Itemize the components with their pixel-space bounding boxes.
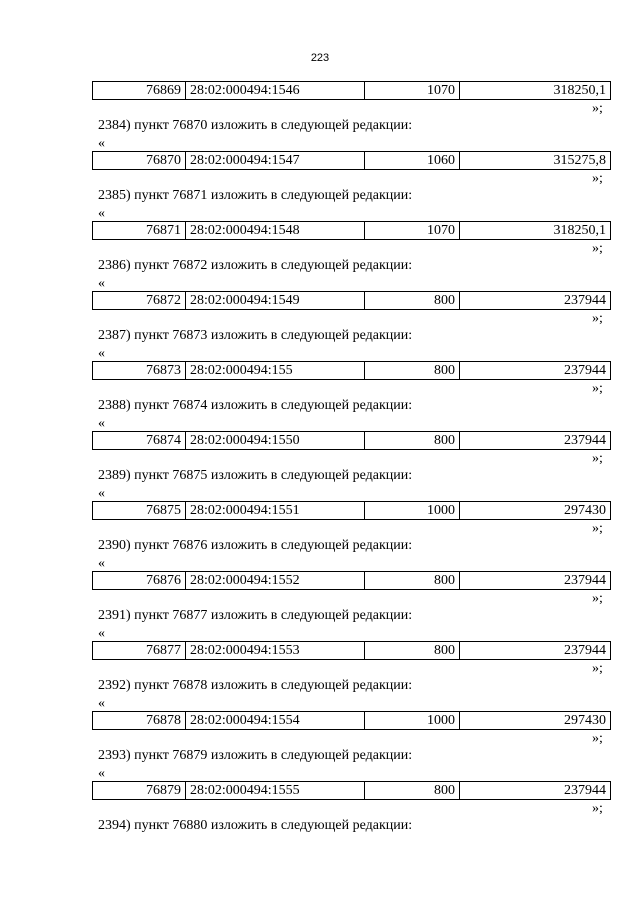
table-row [93,82,611,100]
closing-quote: »; [592,801,603,816]
area-cell: 800 [365,572,460,590]
value-cell: 237944 [460,642,611,660]
record-table [92,151,611,170]
table-row [93,712,611,730]
cadastral-number-cell: 28:02:000494:1549 [186,292,365,310]
record-number-cell: 76878 [93,712,186,730]
record-table [92,431,611,450]
value-cell: 237944 [460,782,611,800]
opening-quote: « [98,696,105,711]
amendment-instruction: 2387) пункт 76873 изложить в следующей редакции: [98,328,413,343]
amendment-instruction: 2391) пункт 76877 изложить в следующей редакции: [98,608,413,623]
table-row [93,152,611,170]
record-number-cell: 76870 [93,152,186,170]
amendment-instruction: 2384) пункт 76870 изложить в следующей редакции: [98,118,413,133]
area-cell: 1070 [365,222,460,240]
cadastral-number-cell: 28:02:000494:1550 [186,432,365,450]
cadastral-number-cell: 28:02:000494:1547 [186,152,365,170]
table-row [93,502,611,520]
opening-quote: « [98,346,105,361]
record-number-cell: 76869 [93,82,186,100]
opening-quote: « [98,416,105,431]
record-number-cell: 76871 [93,222,186,240]
record-block [0,81,640,151]
table-row [93,642,611,660]
area-cell: 800 [365,782,460,800]
closing-quote: »; [592,311,603,326]
opening-quote: « [98,626,105,641]
record-number-cell: 76872 [93,292,186,310]
record-block [0,501,640,571]
area-cell: 1000 [365,502,460,520]
record-number-cell: 76873 [93,362,186,380]
value-cell: 297430 [460,502,611,520]
opening-quote: « [98,136,105,151]
closing-quote: »; [592,381,603,396]
closing-quote: »; [592,521,603,536]
amendment-instruction: 2394) пункт 76880 изложить в следующей редакции: [98,818,413,833]
record-number-cell: 76876 [93,572,186,590]
closing-quote: »; [592,241,603,256]
record-table [92,291,611,310]
amendment-instruction: 2385) пункт 76871 изложить в следующей редакции: [98,188,413,203]
table-row [93,222,611,240]
record-number-cell: 76875 [93,502,186,520]
area-cell: 800 [365,362,460,380]
table-row [93,432,611,450]
record-table [92,361,611,380]
closing-quote: »; [592,731,603,746]
closing-quote: »; [592,101,603,116]
record-number-cell: 76879 [93,782,186,800]
opening-quote: « [98,276,105,291]
record-table [92,711,611,730]
cadastral-number-cell: 28:02:000494:1546 [186,82,365,100]
cadastral-number-cell: 28:02:000494:1554 [186,712,365,730]
table-row [93,292,611,310]
table-row [93,782,611,800]
amendment-instruction: 2390) пункт 76876 изложить в следующей редакции: [98,538,413,553]
value-cell: 315275,8 [460,152,611,170]
record-table [92,781,611,800]
record-table [92,641,611,660]
record-block [0,641,640,711]
cadastral-number-cell: 28:02:000494:155 [186,362,365,380]
record-table [92,501,611,520]
record-block [0,221,640,291]
value-cell: 297430 [460,712,611,730]
record-block [0,571,640,641]
area-cell: 800 [365,292,460,310]
amendment-instruction: 2389) пункт 76875 изложить в следующей редакции: [98,468,413,483]
record-table [92,81,611,100]
record-block [0,291,640,361]
page-number: 223 [310,52,330,64]
record-table [92,221,611,240]
value-cell: 237944 [460,292,611,310]
value-cell: 237944 [460,362,611,380]
area-cell: 1000 [365,712,460,730]
record-block [0,151,640,221]
cadastral-number-cell: 28:02:000494:1551 [186,502,365,520]
value-cell: 237944 [460,432,611,450]
cadastral-number-cell: 28:02:000494:1552 [186,572,365,590]
opening-quote: « [98,206,105,221]
area-cell: 800 [365,642,460,660]
record-table [92,571,611,590]
amendment-instruction: 2392) пункт 76878 изложить в следующей редакции: [98,678,413,693]
area-cell: 1060 [365,152,460,170]
area-cell: 800 [365,432,460,450]
cadastral-number-cell: 28:02:000494:1548 [186,222,365,240]
record-block [0,781,640,851]
amendment-instruction: 2386) пункт 76872 изложить в следующей редакции: [98,258,413,273]
table-row [93,572,611,590]
record-number-cell: 76874 [93,432,186,450]
closing-quote: »; [592,171,603,186]
area-cell: 1070 [365,82,460,100]
opening-quote: « [98,556,105,571]
opening-quote: « [98,766,105,781]
opening-quote: « [98,486,105,501]
record-number-cell: 76877 [93,642,186,660]
cadastral-number-cell: 28:02:000494:1553 [186,642,365,660]
table-row [93,362,611,380]
record-block [0,711,640,781]
record-block [0,431,640,501]
closing-quote: »; [592,451,603,466]
closing-quote: »; [592,661,603,676]
record-block [0,361,640,431]
amendment-instruction: 2393) пункт 76879 изложить в следующей редакции: [98,748,413,763]
value-cell: 318250,1 [460,82,611,100]
value-cell: 318250,1 [460,222,611,240]
amendment-instruction: 2388) пункт 76874 изложить в следующей редакции: [98,398,413,413]
cadastral-number-cell: 28:02:000494:1555 [186,782,365,800]
document-body [0,81,640,851]
value-cell: 237944 [460,572,611,590]
closing-quote: »; [592,591,603,606]
